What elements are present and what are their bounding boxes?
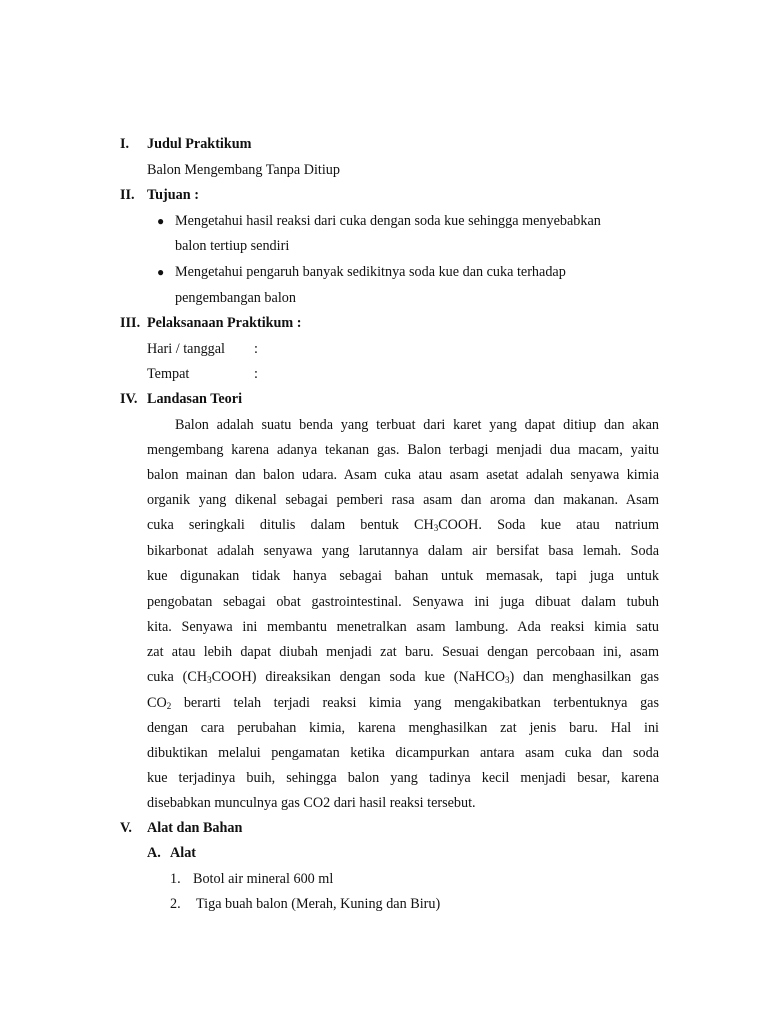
list-item-number: 2. xyxy=(170,896,181,912)
paragraph-line: dibuktikan melalui pengamatan ketika dicampurkan antara asam cuka dan soda xyxy=(147,745,659,761)
section-title-tujuan: Tujuan : xyxy=(147,187,199,203)
subsection-title-alat: Alat xyxy=(170,845,197,861)
paragraph-line xyxy=(147,667,659,687)
list-item: Botol air mineral 600 ml xyxy=(193,871,334,887)
field-colon: : xyxy=(254,366,258,382)
subscript: 2 xyxy=(166,701,172,711)
paragraph-line: kue digunakan tidak hanya sebagai bahan untuk memasak, tapi juga untuk xyxy=(147,568,659,584)
section-number: IV. xyxy=(120,391,138,407)
text-run: COOH. Soda kue atau natrium xyxy=(438,517,659,533)
paragraph-line: kue terjadinya buih, sehingga balon yang tadinya kecil menjadi besar, karena xyxy=(147,770,659,786)
field-label: Tempat xyxy=(147,366,190,382)
tujuan-item-line: pengembangan balon xyxy=(175,290,296,306)
section-number: II. xyxy=(120,187,135,203)
bullet-icon: ● xyxy=(157,214,165,228)
section-title-alat-bahan: Alat dan Bahan xyxy=(147,820,243,836)
paragraph-line: pengobatan sebagai obat gastrointestinal. Senyawa ini juga dibuat dalam tubuh xyxy=(147,594,659,610)
paragraph-line: zat atau lebih dapat diubah menjadi zat baru. Sesuai dengan percobaan ini, asam xyxy=(147,644,659,660)
text-run: ) dan menghasilkan gas xyxy=(509,669,659,685)
tujuan-item-line: Mengetahui pengaruh banyak sedikitnya soda kue dan cuka terhadap xyxy=(175,264,566,280)
subscript: 3 xyxy=(433,523,439,533)
section-title-landasan-teori: Landasan Teori xyxy=(147,391,243,407)
text-run: cuka seringkali ditulis dalam bentuk CH xyxy=(147,517,434,533)
text-run: berarti telah terjadi reaksi kimia yang mengakibatkan terbentuknya gas xyxy=(171,695,659,711)
paragraph-line xyxy=(147,693,659,713)
paragraph-line: bikarbonat adalah senyawa yang larutannya dalam air bersifat basa lemah. Soda xyxy=(147,543,659,559)
paragraph-line: disebabkan munculnya gas CO2 dari hasil reaksi tersebut. xyxy=(147,795,476,811)
field-label: Hari / tanggal xyxy=(147,341,226,357)
list-item-number: 1. xyxy=(170,871,181,887)
section-number: I. xyxy=(120,136,130,152)
subsection-number: A. xyxy=(147,845,161,861)
subscript: 3 xyxy=(207,675,212,685)
paragraph-line: dengan cara perubahan kimia, karena menghasilkan zat jenis baru. Hal ini xyxy=(147,720,659,736)
paragraph-line xyxy=(147,515,659,535)
paragraph-line: balon mainan dan balon udara. Asam cuka atau asam asetat adalah senyawa kimia xyxy=(147,467,659,483)
judul-content: Balon Mengembang Tanpa Ditiup xyxy=(147,162,340,178)
field-colon: : xyxy=(254,341,258,357)
text-run: CO xyxy=(147,695,167,711)
tujuan-item-line: Mengetahui hasil reaksi dari cuka dengan soda kue sehingga menyebabkan xyxy=(175,213,601,229)
text-run: COOH) direaksikan dengan soda kue (NaHCO xyxy=(211,669,505,685)
paragraph-line: mengembang karena adanya tekanan gas. Balon terbagi menjadi dua macam, yaitu xyxy=(147,442,659,458)
paragraph-line: Balon adalah suatu benda yang terbuat dari karet yang dapat ditiup dan akan xyxy=(175,417,659,433)
list-item: Tiga buah balon (Merah, Kuning dan Biru) xyxy=(196,896,441,912)
paragraph-line: organik yang dikenal sebagai pemberi rasa asam dan aroma dan makanan. Asam xyxy=(147,492,659,508)
subscript: 3 xyxy=(504,675,510,685)
text-run: cuka (CH xyxy=(147,669,208,685)
tujuan-item-line: balon tertiup sendiri xyxy=(175,238,290,254)
section-title-pelaksanaan: Pelaksanaan Praktikum : xyxy=(147,315,302,331)
section-title-judul: Judul Praktikum xyxy=(147,136,252,152)
paragraph-line: kita. Senyawa ini membantu menetralkan asam lambung. Ada reaksi kimia satu xyxy=(147,619,659,635)
section-number: V. xyxy=(120,820,132,836)
bullet-icon: ● xyxy=(157,265,165,279)
section-number: III. xyxy=(120,315,141,331)
